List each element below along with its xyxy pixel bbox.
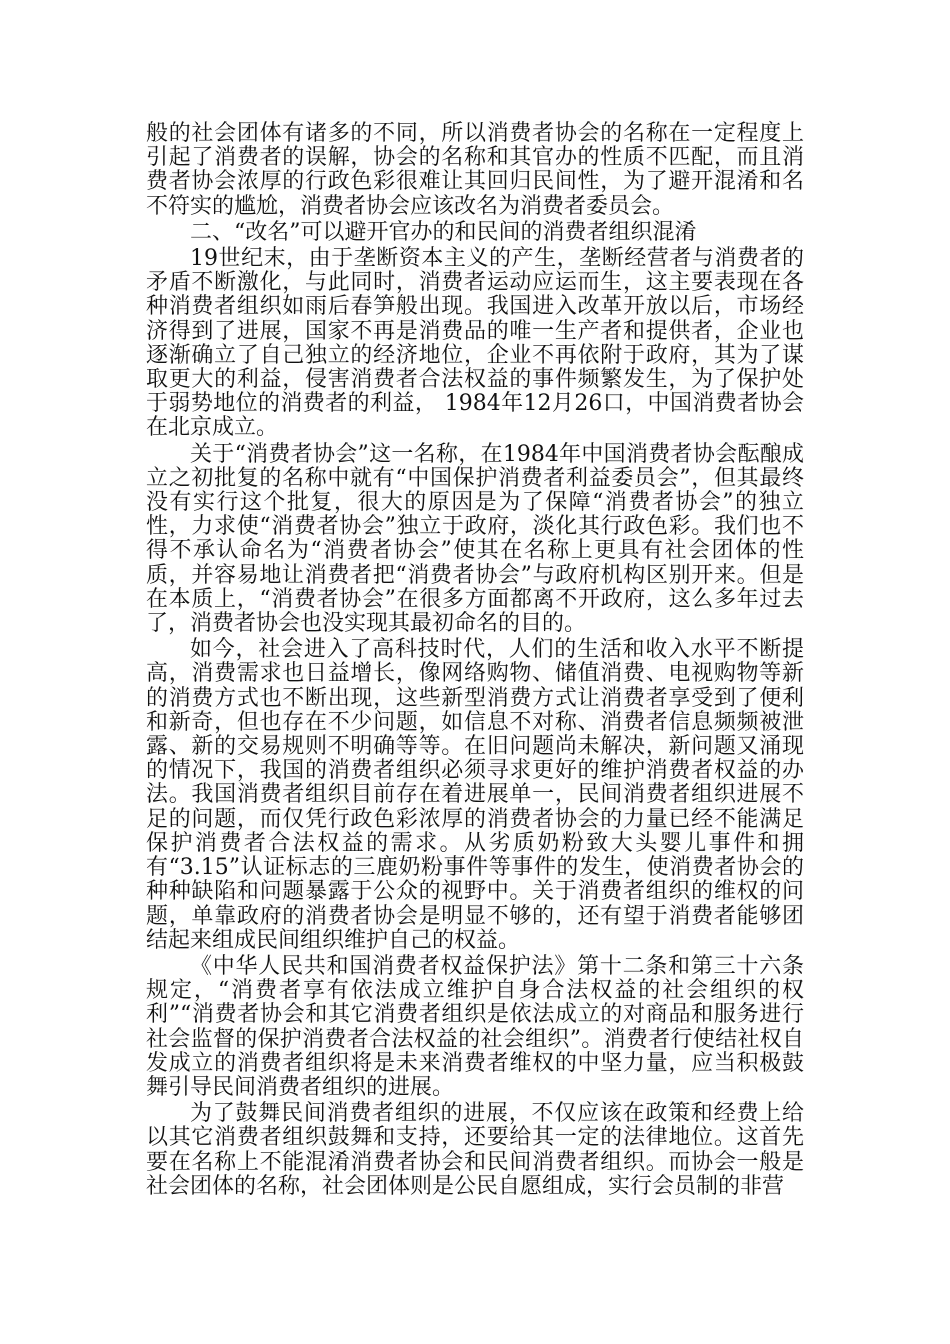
paragraph-history: 19世纪末，由于垄断资本主义的产生，垄断经营者与消费者的矛盾不断激化，与此同时，消费者运动应运而生，这主要表现在各种消费者组织如雨后春笋般出现。我国进入改革开放以后，市场经济得到了进展，国家不再是消费品的唯一生产者和提供者，企业也逐渐确立了自己独立的经济地位，企业不再依附于政府，其为了谋取更大的利益，侵害消费者合法权益的事件频繁发生，为了保护处于弱势地位的消费者的利益， 1984年12月26口，中国消费者协会在北京成立。 (146, 246, 804, 441)
paragraph-continuation: 般的社会团体有诸多的不同，所以消费者协会的名称在一定程度上引起了消费者的误解，协会的名称和其官办的性质不匹配，而且消费者协会浓厚的行政色彩很难让其回归民间性，为了避开混淆和名不符实的尴尬，消费者协会应该改名为消费者委员会。 (146, 121, 804, 219)
section-heading: 二、“改名”可以避开官办的和民间的消费者组织混淆 (190, 219, 697, 245)
paragraph-encouragement: 为了鼓舞民间消费者组织的进展，不仅应该在政策和经费上给以其它消费者组织鼓舞和支持，还要给其一定的法律地位。这首先要在名称上不能混淆消费者协会和民间消费者组织。而协会一般是社会团体的名称，社会团体则是公民自愿组成，实行会员制的非营 (146, 1101, 804, 1199)
paragraph-law: 《中华人民共和国消费者权益保护法》第十二条和第三十六条规定，“消费者享有依法成立维护自身合法权益的社会组织的权利”“消费者协会和其它消费者组织是依法成立的对商品和服务进行社会监督的保护消费者合法权益的社会组织”。消费者行使结社权自发成立的消费者组织将是未来消费者维权的中坚力量，应当积极鼓舞引导民间消费者组织的进展。 (146, 953, 804, 1100)
paragraph-modern-era: 如今，社会进入了高科技时代，人们的生活和收入水平不断提高，消费需求也日益增长，像网络购物、储值消费、电视购物等新的消费方式也不断出现，这些新型消费方式让消费者享受到了便利和新奇，但也存在不少问题，如信息不对称、消费者信息频频被泄露、新的交易规则不明确等等。在旧问题尚未解决，新问题又涌现的情况下，我国的消费者组织必须寻求更好的维护消费者权益的办法。我国消费者组织目前存在着进展单一，民间消费者组织进展不足的问题，而仅凭行政色彩浓厚的消费者协会的力量已经不能满足保护消费者合法权益的需求。从劣质奶粉致大头婴儿事件和拥有“3.15”认证标志的三鹿奶粉事件等事件的发生，使消费者协会的种种缺陷和问题暴露于公众的视野中。关于消费者组织的维权的问题，单靠政府的消费者协会是明显不够的，还有望于消费者能够团结起来组成民间组织维护自己的权益。 (146, 637, 804, 953)
paragraph-naming: 关于“消费者协会”这一名称，在1984年中国消费者协会酝酿成立之初批复的名称中就有“中国保护消费者利益委员会”，但其最终没有实行这个批复，很大的原因是为了保障“消费者协会”的独立性，力求使“消费者协会”独立于政府，淡化其行政色彩。我们也不得不承认命名为“消费者协会”使其在名称上更具有社会团体的性质，并容易地让消费者把“消费者协会”与政府机构区别开来。但是在本质上，“消费者协会”在很多方面都离不开政府，这么多年过去了，消费者协会也没实现其最初命名的目的。 (146, 441, 804, 637)
document-page (146, 122, 804, 1201)
